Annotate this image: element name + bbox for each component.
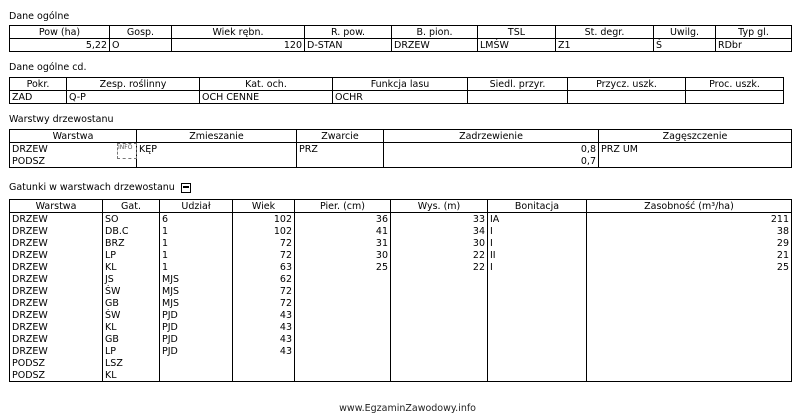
cell: LMŚW: [478, 39, 556, 52]
section-title-dane-ogolne: Dane ogólne: [9, 11, 70, 22]
cell: [488, 357, 587, 369]
cell: [137, 155, 297, 168]
cell: 43: [233, 345, 295, 357]
species-table: [9, 199, 792, 382]
cell: 62: [233, 273, 295, 285]
cell: [568, 91, 686, 104]
table-row: [10, 273, 792, 285]
col-header: Pow (ha): [10, 26, 110, 39]
cell: Ś: [654, 39, 716, 52]
watermark: www.EgzaminZawodowy.info: [339, 403, 476, 414]
table-row: [10, 357, 792, 369]
col-header: St. degr.: [556, 26, 654, 39]
cell: RDbr: [716, 39, 792, 52]
col-header: Gosp.: [110, 26, 172, 39]
cell: Q-P: [67, 91, 200, 104]
cell: 72: [233, 297, 295, 309]
cell: [233, 369, 295, 382]
cell: DRZEW: [10, 321, 103, 333]
cell: 0,7: [384, 155, 599, 168]
col-header: R. pow.: [305, 26, 392, 39]
cell: [391, 321, 488, 333]
cell: PODSZ: [10, 155, 137, 168]
cell: DRZEW: [10, 273, 103, 285]
cell: [391, 369, 488, 382]
col-header: Bonitacja: [488, 200, 587, 213]
cell: 25: [587, 261, 792, 273]
general-data-table: [9, 25, 792, 52]
cell: 1: [160, 261, 233, 273]
col-header: Kat. och.: [200, 78, 333, 91]
table-row: [10, 309, 792, 321]
table-row: [10, 321, 792, 333]
cell: [295, 273, 391, 285]
cell: [488, 297, 587, 309]
info-label: INFO: [118, 144, 133, 151]
cell: DRZEW: [10, 297, 103, 309]
cell: ŚW: [103, 285, 160, 297]
cell: [686, 91, 784, 104]
col-header: Przycz. uszk.: [568, 78, 686, 91]
cell: 102: [233, 225, 295, 237]
cell: 41: [295, 225, 391, 237]
cell: [391, 285, 488, 297]
cell: PJD: [160, 321, 233, 333]
cell: [488, 309, 587, 321]
cell: SO: [103, 213, 160, 226]
cell: [587, 369, 792, 382]
cell: DRZEW: [10, 333, 103, 345]
table-row: [10, 369, 792, 382]
cell: PODSZ: [10, 369, 103, 382]
cell: DRZEW: [10, 345, 103, 357]
col-header: Pier. (cm): [295, 200, 391, 213]
cell: [587, 333, 792, 345]
cell: PRZ UM: [599, 143, 792, 156]
cell: [295, 309, 391, 321]
cell: KL: [103, 321, 160, 333]
col-header: B. pion.: [392, 26, 478, 39]
cell: [391, 309, 488, 321]
cell: 63: [233, 261, 295, 273]
cell: GB: [103, 297, 160, 309]
layer-name: DRZEW: [12, 143, 48, 155]
cell: [587, 321, 792, 333]
cell: [295, 333, 391, 345]
table-header-row: [10, 130, 792, 143]
cell: Z1: [556, 39, 654, 52]
table-row: [10, 213, 792, 226]
cell: [587, 273, 792, 285]
cell: I: [488, 225, 587, 237]
cell: MJS: [160, 297, 233, 309]
col-header: Zagęszczenie: [599, 130, 792, 143]
table-row: [10, 261, 792, 273]
cell: [391, 333, 488, 345]
cell: [391, 357, 488, 369]
cell: 31: [295, 237, 391, 249]
cell: ZAD: [10, 91, 67, 104]
cell: 30: [391, 237, 488, 249]
col-header: Zwarcie: [297, 130, 384, 143]
cell: DRZEW: [392, 39, 478, 52]
col-header: Warstwa: [10, 130, 137, 143]
col-header: Typ gl.: [716, 26, 792, 39]
cell: [391, 273, 488, 285]
cell: [391, 345, 488, 357]
cell: [295, 321, 391, 333]
cell: DB.C: [103, 225, 160, 237]
cell: [488, 321, 587, 333]
cell: 1: [160, 225, 233, 237]
cell: 102: [233, 213, 295, 226]
cell: [160, 369, 233, 382]
cell: 0,8: [384, 143, 599, 156]
cell: [233, 357, 295, 369]
cell: DRZEW: [10, 309, 103, 321]
cell: DRZEW: [10, 225, 103, 237]
col-header: Funkcja lasu: [333, 78, 468, 91]
cell: [468, 91, 568, 104]
col-header: Warstwa: [10, 200, 103, 213]
cell: 72: [233, 237, 295, 249]
cell: [488, 273, 587, 285]
table-row: [10, 225, 792, 237]
col-header: Pokr.: [10, 78, 67, 91]
col-header: Wiek: [233, 200, 295, 213]
cell: 30: [295, 249, 391, 261]
table-row: [10, 285, 792, 297]
cell: [587, 297, 792, 309]
col-header: Proc. uszk.: [686, 78, 784, 91]
cell: D-STAN: [305, 39, 392, 52]
col-header: Zasobność (m³/ha): [587, 200, 792, 213]
cell: 43: [233, 321, 295, 333]
cell: 5,22: [10, 39, 110, 52]
cell: 36: [295, 213, 391, 226]
cell: I: [488, 261, 587, 273]
table-row: [10, 143, 792, 156]
table-header-row: [10, 26, 792, 39]
table-row: [10, 249, 792, 261]
cell: [488, 345, 587, 357]
section-title-warstwy: Warstwy drzewostanu: [9, 114, 114, 125]
cell: LSZ: [103, 357, 160, 369]
table-row: [10, 345, 792, 357]
cell: PJD: [160, 333, 233, 345]
cell: 29: [587, 237, 792, 249]
cell: [587, 285, 792, 297]
cell: LP: [103, 345, 160, 357]
cell: PRZ: [297, 143, 384, 156]
cell: DRZEW: [10, 237, 103, 249]
cell: OCHR: [333, 91, 468, 104]
cell: I: [488, 237, 587, 249]
section-title-text: Gatunki w warstwach drzewostanu: [9, 182, 175, 193]
collapse-icon[interactable]: [181, 183, 191, 193]
cell: 72: [233, 285, 295, 297]
cell: 22: [391, 261, 488, 273]
cell: [587, 309, 792, 321]
cell: MJS: [160, 273, 233, 285]
table-row: [10, 39, 792, 52]
section-title-gatunki: [9, 182, 191, 193]
cell: 120: [172, 39, 305, 52]
cell: [391, 297, 488, 309]
cell: 21: [587, 249, 792, 261]
cell: DRZEW: [10, 261, 103, 273]
cell: [295, 297, 391, 309]
cell: DRZEW: [10, 213, 103, 226]
cell: 43: [233, 309, 295, 321]
col-header: Zmieszanie: [137, 130, 297, 143]
cell: DRZEW: [10, 285, 103, 297]
cell: ŚW: [103, 309, 160, 321]
cell: [297, 155, 384, 168]
table-row: [10, 333, 792, 345]
cell: [488, 333, 587, 345]
cell: MJS: [160, 285, 233, 297]
cell: 1: [160, 237, 233, 249]
cell: [488, 285, 587, 297]
cell: GB: [103, 333, 160, 345]
cell: 33: [391, 213, 488, 226]
cell: IA: [488, 213, 587, 226]
cell: PODSZ: [10, 357, 103, 369]
cell: 43: [233, 333, 295, 345]
col-header: Gat.: [103, 200, 160, 213]
cell: II: [488, 249, 587, 261]
cell: PJD: [160, 309, 233, 321]
col-header: Siedl. przyr.: [468, 78, 568, 91]
cell: KĘP: [137, 143, 297, 156]
section-title-dane-ogolne-cd: Dane ogólne cd.: [9, 62, 87, 73]
col-header: Zadrzewienie: [384, 130, 599, 143]
cell: KL: [103, 369, 160, 382]
cell: [10, 143, 137, 156]
cell: [295, 369, 391, 382]
info-placeholder-icon[interactable]: [117, 143, 137, 159]
cell: 25: [295, 261, 391, 273]
col-header: Udział: [160, 200, 233, 213]
cell: 22: [391, 249, 488, 261]
species-table-body: [10, 213, 792, 382]
general-data-cont-table: [9, 77, 784, 104]
table-row: [10, 297, 792, 309]
cell: [599, 155, 792, 168]
cell: 34: [391, 225, 488, 237]
cell: 72: [233, 249, 295, 261]
table-header-row: [10, 78, 784, 91]
cell: [488, 369, 587, 382]
cell: JS: [103, 273, 160, 285]
cell: 6: [160, 213, 233, 226]
col-header: Wys. (m): [391, 200, 488, 213]
col-header: Wiek rębn.: [172, 26, 305, 39]
cell: [587, 345, 792, 357]
cell: LP: [103, 249, 160, 261]
col-header: TSL: [478, 26, 556, 39]
cell: BRZ: [103, 237, 160, 249]
cell: [295, 357, 391, 369]
cell: DRZEW: [10, 249, 103, 261]
cell: KL: [103, 261, 160, 273]
cell: PJD: [160, 345, 233, 357]
cell: O: [110, 39, 172, 52]
table-row: [10, 91, 784, 104]
col-header: Uwilg.: [654, 26, 716, 39]
cell: 211: [587, 213, 792, 226]
cell: [295, 345, 391, 357]
cell: [587, 357, 792, 369]
cell: 38: [587, 225, 792, 237]
cell: 1: [160, 249, 233, 261]
table-row: [10, 237, 792, 249]
cell: [295, 285, 391, 297]
cell: [160, 357, 233, 369]
cell: OCH CENNE: [200, 91, 333, 104]
col-header: Zesp. roślinny: [67, 78, 200, 91]
layers-table: [9, 129, 792, 168]
table-header-row: [10, 200, 792, 213]
